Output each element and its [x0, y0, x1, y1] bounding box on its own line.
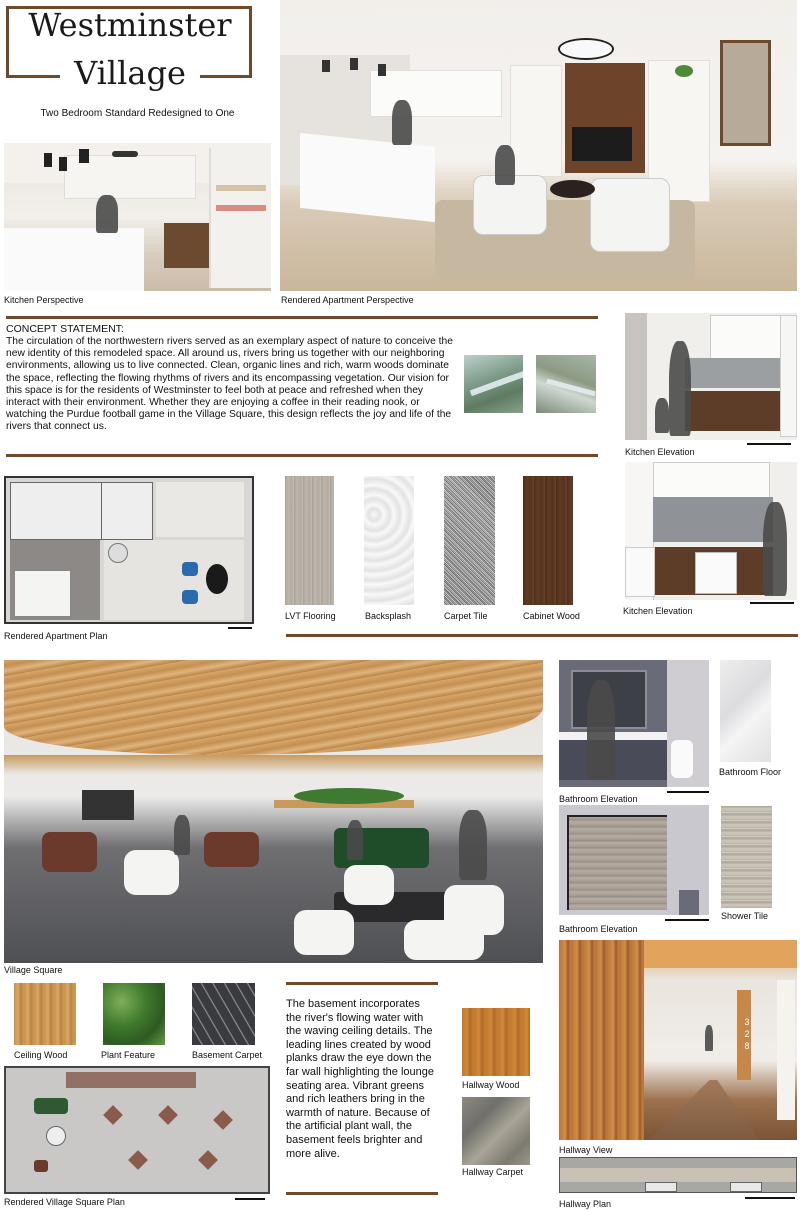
- plant-feature-swatch: [103, 983, 165, 1045]
- kitchen-elevation-image-2: [625, 462, 797, 600]
- scale-bar: [745, 1197, 795, 1199]
- lvt-flooring-swatch: [285, 476, 334, 605]
- scale-bar: [750, 602, 794, 604]
- bathroom-elevation-image-2: [559, 805, 709, 915]
- hallway-plan-image: [559, 1157, 797, 1193]
- backsplash-swatch: [364, 476, 414, 605]
- carpet-tile-swatch: [444, 476, 495, 605]
- hallway-wood-swatch: [462, 1008, 530, 1076]
- divider: [286, 634, 798, 637]
- bathroom-floor-caption: Bathroom Floor: [719, 767, 782, 777]
- scale-bar: [235, 1198, 265, 1200]
- hallway-wood-caption: Hallway Wood: [462, 1080, 520, 1090]
- divider: [6, 454, 598, 457]
- page-title-line1: Westminster: [28, 6, 232, 44]
- concept-heading: CONCEPT STATEMENT:: [6, 323, 124, 335]
- kitchen-elevation-caption-2: Kitchen Elevation: [623, 606, 693, 616]
- apartment-perspective-caption: Rendered Apartment Perspective: [281, 295, 414, 305]
- kitchen-elevation-image-1: [625, 313, 797, 440]
- lvt-flooring-caption: LVT Flooring: [285, 611, 336, 621]
- concept-body: The circulation of the northwestern rivers served as an exemplary aspect of nature to conceive the new identity of this remodeled space. All around us, rivers bring us together with our neighboring environments, allowing us to live connected. Clean, organic lines and rich, warm woods dominate the space, reflecting the flowing rhythms of rivers and its encompassing vegetation. Our vision for this space is for the residents of Westminster to feel both at peace and refreshed when they interact with their environment. Whether they are enjoying a coffee in their reading nook, or watching the Purdue football game in the Village Square, this design reflects the joy and life of the rivers that connect us.: [6, 336, 453, 433]
- bathroom-floor-swatch: [720, 660, 771, 762]
- ceiling-wood-swatch: [14, 983, 76, 1045]
- basement-carpet-swatch: [192, 983, 255, 1045]
- basement-carpet-caption: Basement Carpet: [192, 1050, 263, 1060]
- ceiling-wood-caption: Ceiling Wood: [14, 1050, 68, 1060]
- shower-tile-caption: Shower Tile: [721, 911, 769, 921]
- bathroom-elevation-image-1: [559, 660, 709, 787]
- scale-bar: [665, 919, 709, 921]
- basement-description: The basement incorporates the river's flowing water with the waving ceiling details. The leading lines created by wood planks draw the eye down the far wall highlighting the lounge seating area. Vibrant greens and rich leathers bring in the warmth of nature. Because of the artificial plant wall, the basement feels brighter and more alive.: [286, 998, 434, 1160]
- hallway-view-caption: Hallway View: [559, 1145, 613, 1155]
- page-title-line2: Village: [60, 54, 200, 92]
- apartment-plan-image: [4, 476, 254, 624]
- cabinet-wood-swatch: [523, 476, 573, 605]
- carpet-tile-caption: Carpet Tile: [444, 611, 488, 621]
- scale-bar: [667, 791, 709, 793]
- backsplash-caption: Backsplash: [365, 611, 412, 621]
- page-subtitle: Two Bedroom Standard Redesigned to One: [40, 108, 235, 119]
- kitchen-elevation-caption-1: Kitchen Elevation: [625, 447, 695, 457]
- kitchen-perspective-image: [4, 143, 271, 291]
- village-square-plan-caption: Rendered Village Square Plan: [4, 1197, 125, 1207]
- cabinet-wood-caption: Cabinet Wood: [523, 611, 580, 621]
- hallway-plan-caption: Hallway Plan: [559, 1199, 612, 1209]
- hallway-room-number: 3 2 8: [744, 1017, 750, 1051]
- hallway-carpet-swatch: [462, 1097, 530, 1165]
- divider: [286, 982, 438, 985]
- hallway-view-image: [559, 940, 797, 1140]
- village-square-image: [4, 660, 543, 963]
- river-photo-1: [464, 355, 523, 413]
- scale-bar: [747, 443, 791, 445]
- kitchen-perspective-caption: Kitchen Perspective: [4, 295, 84, 305]
- divider: [6, 316, 598, 319]
- village-square-plan-image: [4, 1066, 270, 1194]
- apartment-plan-caption: Rendered Apartment Plan: [4, 631, 108, 641]
- shower-tile-swatch: [721, 806, 772, 908]
- plant-feature-caption: Plant Feature: [101, 1050, 156, 1060]
- scale-bar: [228, 627, 252, 629]
- bathroom-elevation-caption-1: Bathroom Elevation: [559, 794, 638, 804]
- river-photo-2: [536, 355, 596, 413]
- apartment-perspective-image: [280, 0, 797, 291]
- hallway-carpet-caption: Hallway Carpet: [462, 1167, 524, 1177]
- bathroom-elevation-caption-2: Bathroom Elevation: [559, 924, 638, 934]
- divider: [286, 1192, 438, 1195]
- village-square-caption: Village Square: [4, 965, 63, 975]
